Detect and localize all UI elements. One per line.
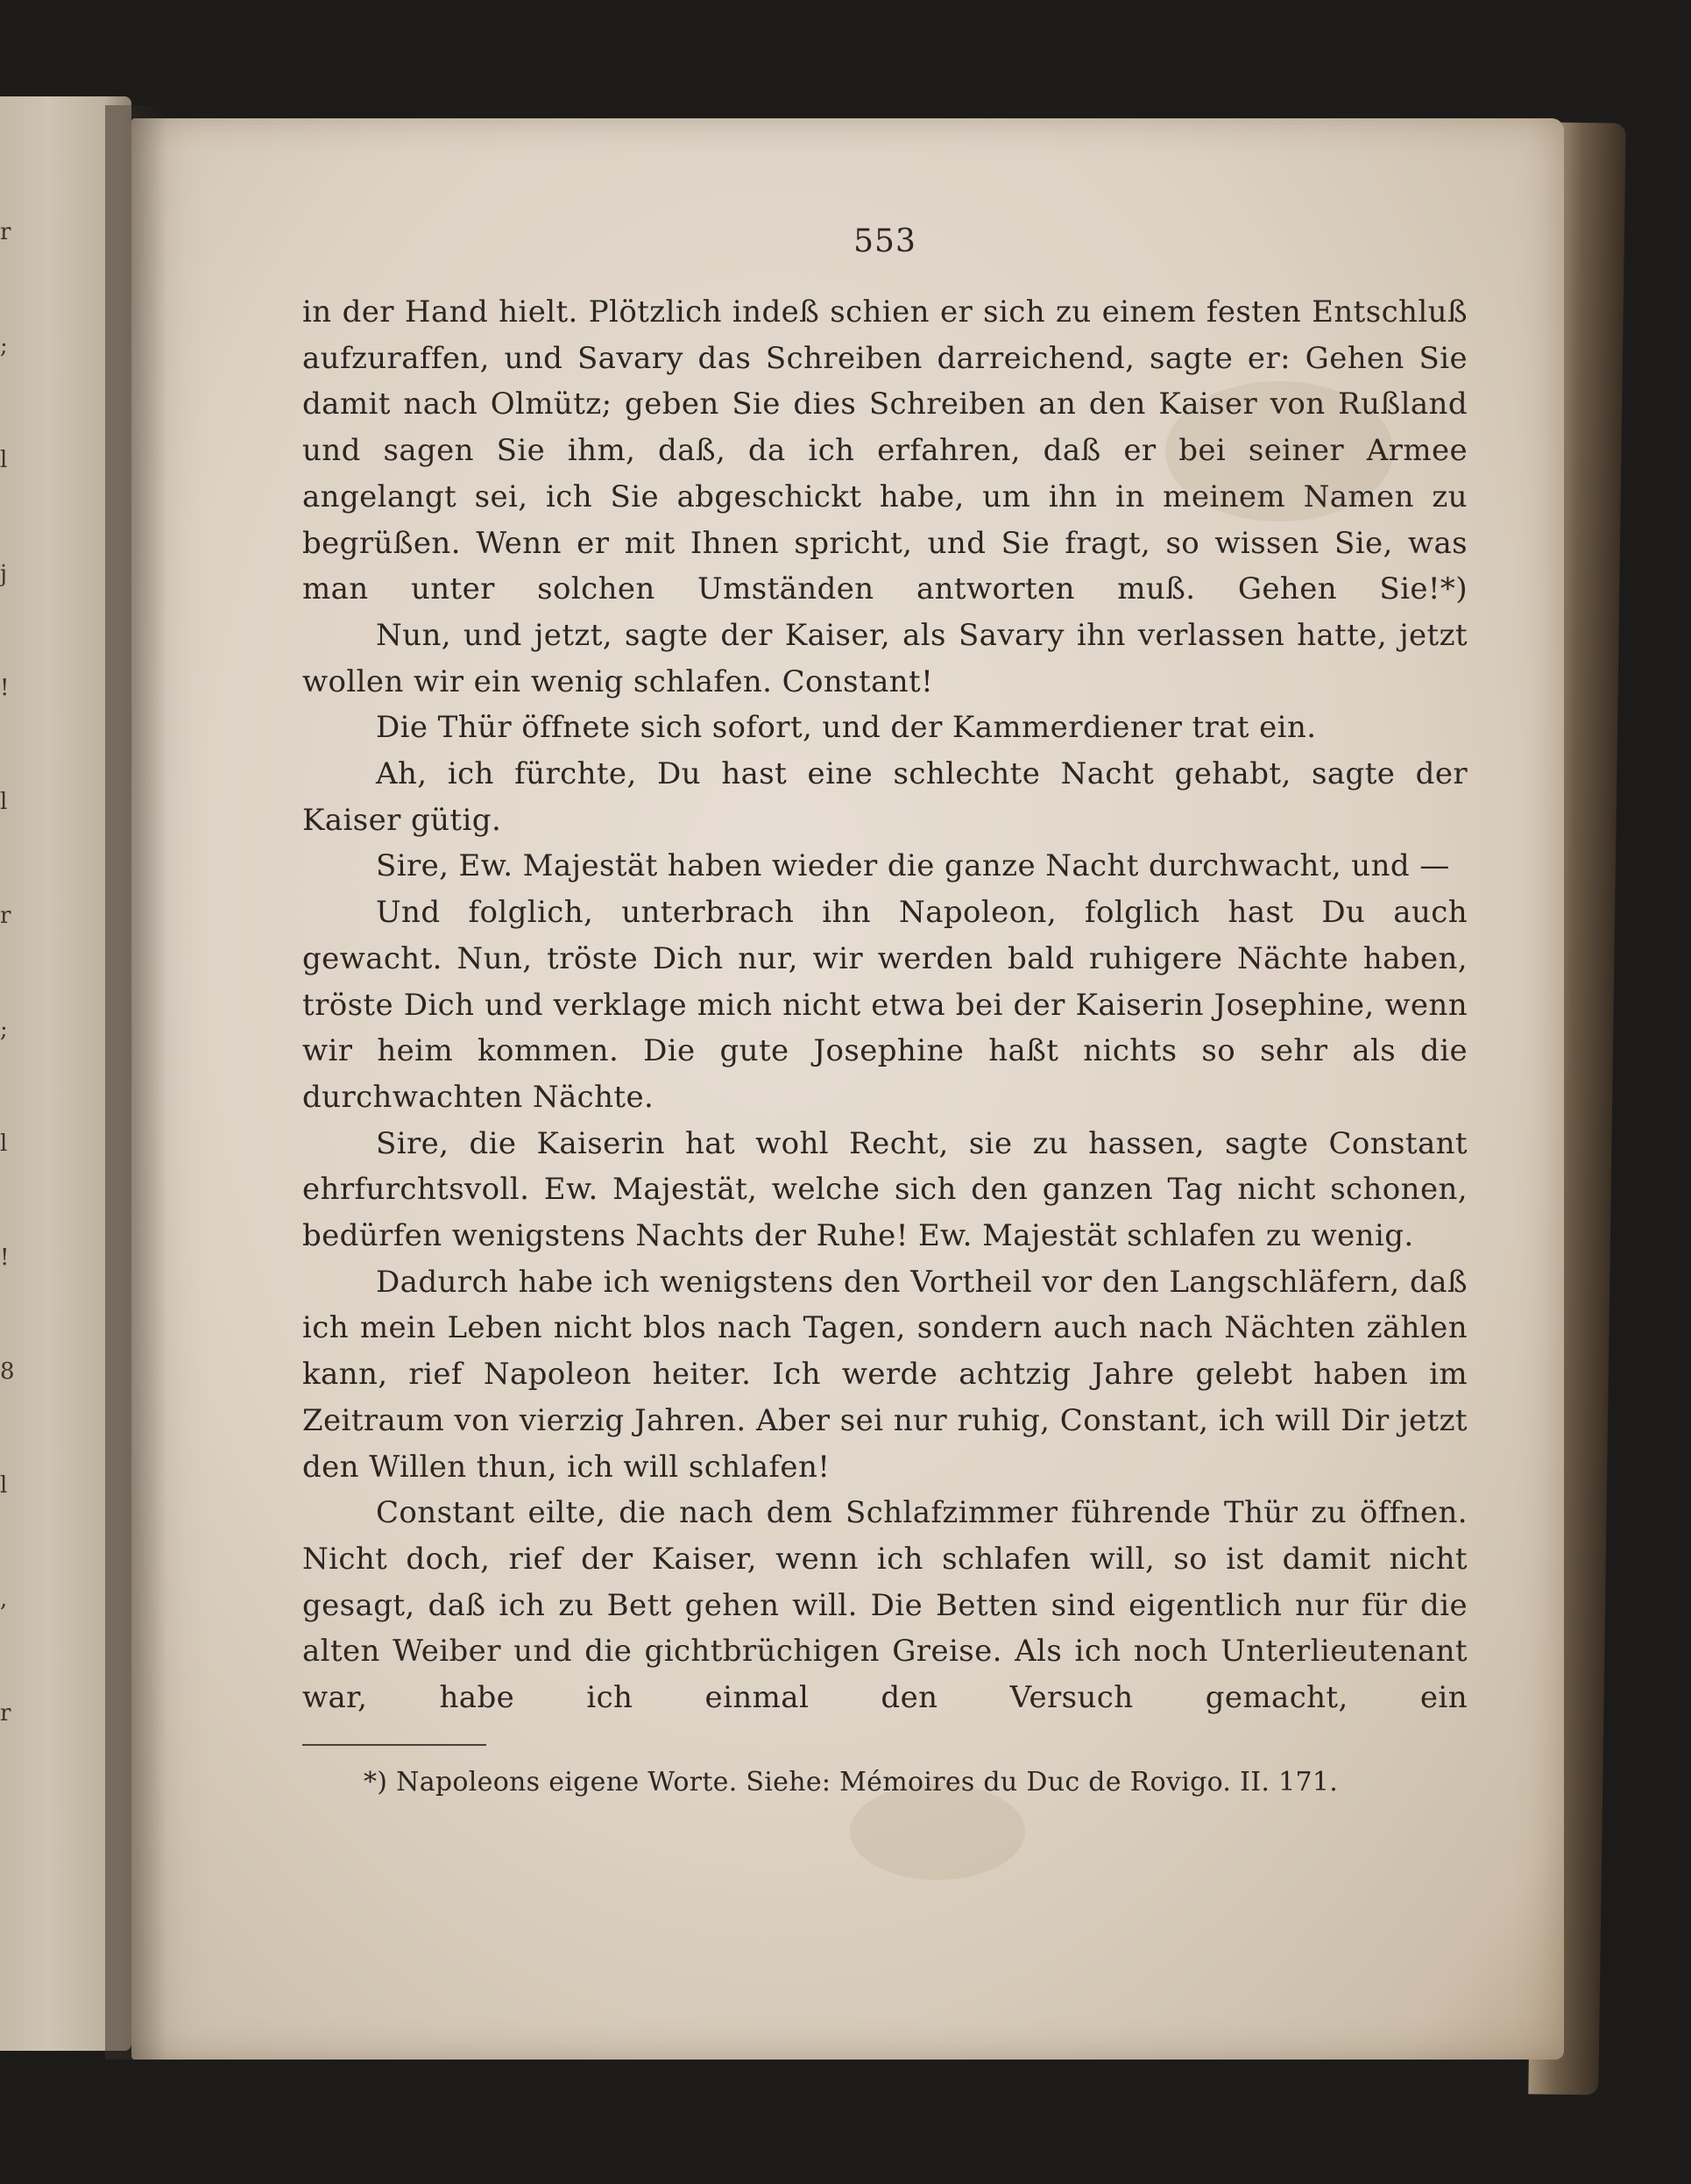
paragraph: Sire, die Kaiserin hat wohl Recht, sie zu hassen, sagte Constant ehrfurchtsvoll. Ew. Majestät, welche sich den ganzen Tag nicht schonen, bedürfen wenigstens Nachts der Ruhe! Ew. Majestät schlafen zu wenig. <box>302 1125 1468 1254</box>
paragraph: Nun, und jetzt, sagte der Kaiser, als Savary ihn verlassen hatte, jetzt wollen wir ein wenig schlafen. Constant! <box>302 617 1468 699</box>
left-page-mark: ! <box>0 1244 10 1271</box>
left-page-mark: r <box>0 1700 11 1727</box>
footnote: *) Napoleons eigene Worte. Siehe: Mémoires du Duc de Rovigo. II. 171. <box>364 1766 1339 1798</box>
paragraph: Die Thür öffnete sich sofort, und der Kammerdiener trat ein. <box>376 710 1317 746</box>
spine-shadow <box>105 105 166 2060</box>
paragraph: Und folglich, unterbrach ihn Napoleon, folglich hast Du auch gewacht. Nun, tröste Dich nur, wir werden bald ruhigere Nächte haben, tröste Dich und verklage mich nicht etwa bei der Kaiserin Josephine, wenn wir heim kommen. Die gute Josephine haßt nichts so sehr als die durchwachten Nächte. <box>302 895 1468 1115</box>
book-page <box>131 118 1564 2060</box>
left-page-mark: ; <box>0 333 8 359</box>
left-page-mark: ; <box>0 1017 8 1043</box>
paragraph: Dadurch habe ich wenigstens den Vortheil vor den Langschläfern, daß ich mein Leben nicht blos nach Tagen, sondern auch nach Nächten zählen kann, rief Napoleon heiter. Ich werde achtzig Jahre gelebt haben im Zeitraum von vierzig Jahren. Aber sei nur ruhig, Constant, ich will Dir jetzt den Willen thun, ich will schlafen! <box>302 1264 1468 1485</box>
left-page-mark: l <box>0 1131 8 1157</box>
left-page-mark: l <box>0 789 8 815</box>
left-page-mark: j <box>0 561 8 587</box>
paragraph: Sire, Ew. Majestät haben wieder die ganze Nacht durchwacht, und — <box>376 848 1450 884</box>
left-page-mark: l <box>0 1472 8 1499</box>
paragraph: Constant eilte, die nach dem Schlafzimmer führende Thür zu öffnen. Nicht doch, rief der Kaiser, wenn ich schlafen will, so ist damit nicht gesagt, daß ich zu Bett gehen will. Die Betten sind eigentlich nur für die alten Weiber und die gichtbrüchigen Greise. Als ich noch Unterlieutenant war, habe ich einmal den Versuch gemacht, ein <box>302 1495 1468 1716</box>
left-page-mark: 8 <box>0 1358 15 1385</box>
paragraph: Ah, ich fürchte, Du hast eine schlechte Nacht gehabt, sagte der Kaiser gütig. <box>302 756 1468 838</box>
left-page-mark: r <box>0 219 11 245</box>
footnote-divider <box>302 1744 486 1746</box>
left-page-mark: , <box>0 1586 8 1613</box>
left-page-mark: r <box>0 903 11 929</box>
page-number: 553 <box>853 223 916 259</box>
paragraph: in der Hand hielt. Plötzlich indeß schien er sich zu einem festen Entschluß aufzuraffen, und Savary das Schreiben darreichend, sagte er: Gehen Sie damit nach Olmütz; geben Sie dies Schreiben an den Kaiser von Rußland und sagen Sie ihm, daß, da ich erfahren, daß er bei seiner Armee angelangt sei, ich Sie abgeschickt habe, um ihn in meinem Namen zu begrüßen. Wenn er mit Ihnen spricht, und Sie fragt, so wissen Sie, was man unter solchen Umständen antworten muß. Gehen Sie!*) <box>302 294 1468 607</box>
left-page-mark: ! <box>0 675 10 701</box>
left-page-marks <box>0 175 18 1770</box>
left-page-mark: l <box>0 447 8 473</box>
page-text-block <box>302 223 1468 1800</box>
